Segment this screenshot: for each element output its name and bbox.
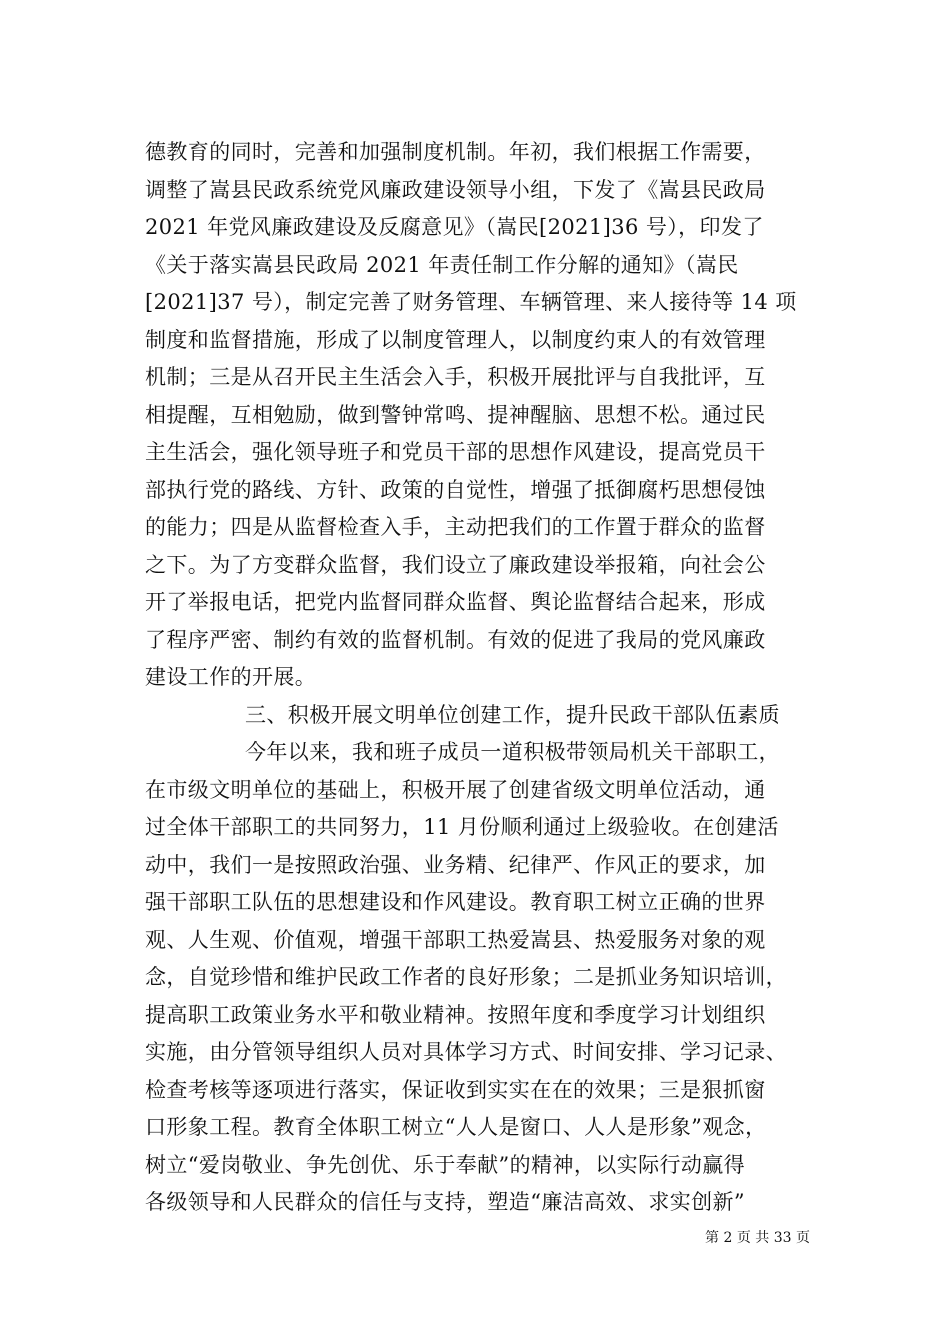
text-line: 的能力；四是从监督检查入手，主动把我们的工作置于群众的监督: [145, 515, 766, 539]
text-line: 动中，我们一是按照政治强、业务精、纪律严、作风正的要求，加: [145, 852, 766, 877]
text-line: 德教育的同时，完善和加强制度机制。年初，我们根据工作需要，: [145, 140, 766, 164]
text-line: 建设工作的开展。: [145, 665, 317, 689]
text-line: 口形象工程。教育全体职工树立“人人是窗口、人人是形象”观念，: [145, 1115, 767, 1139]
text-line: 检查考核等逐项进行落实，保证收到实实在在的效果；三是狠抓窗: [145, 1077, 766, 1102]
text-line: 制度和监督措施，形成了以制度管理人，以制度约束人的有效管理: [145, 327, 766, 352]
section-heading: 三、积极开展文明单位创建工作，提升民政干部队伍素质: [245, 702, 780, 727]
text-line: 调整了嵩县民政系统党风廉政建设领导小组，下发了《嵩县民政局: [145, 177, 766, 202]
text-line: 在市级文明单位的基础上，积极开展了创建省级文明单位活动，通: [145, 777, 766, 802]
text-line: 提高职工政策业务水平和敬业精神。按照年度和季度学习计划组织: [145, 1002, 766, 1027]
text-line: 今年以来，我和班子成员一道积极带领局机关干部职工，: [245, 740, 780, 764]
text-line: 树立“爱岗敬业、争先创优、乐于奉献”的精神，以实际行动赢得: [145, 1152, 746, 1177]
text-line: 念，自觉珍惜和维护民政工作者的良好形象；二是抓业务知识培训，: [145, 965, 787, 989]
text-line: 开了举报电话，把党内监督同群众监督、舆论监督结合起来，形成: [145, 590, 766, 614]
text-line: [2021]37 号），制定完善了财务管理、车辆管理、来人接待等 14 项: [145, 290, 797, 314]
text-line: 《关于落实嵩县民政局 2021 年责任制工作分解的通知》（嵩民: [145, 252, 739, 277]
text-line: 各级领导和人民群众的信任与支持，塑造“廉洁高效、求实创新”: [145, 1190, 746, 1214]
page-number: 第 2 页 共 33 页: [705, 1230, 810, 1246]
text-line: 过全体干部职工的共同努力，11 月份顺利通过上级验收。在创建活: [145, 815, 779, 839]
text-line: 部执行党的路线、方针、政策的自觉性，增强了抵御腐朽思想侵蚀: [145, 477, 766, 502]
text-line: 2021 年党风廉政建设及反腐意见》（嵩民[2021]36 号），印发了: [145, 215, 764, 239]
text-line: 相提醒，互相勉励，做到警钟常鸣、提神醒脑、思想不松。通过民: [145, 402, 766, 427]
text-line: 强干部职工队伍的思想建设和作风建设。教育职工树立正确的世界: [145, 890, 766, 914]
text-line: 机制；三是从召开民主生活会入手，积极开展批评与自我批评，互: [145, 365, 766, 389]
text-line: 观、人生观、价值观，增强干部职工热爱嵩县、热爱服务对象的观: [145, 927, 766, 952]
text-line: 实施，由分管领导组织人员对具体学习方式、时间安排、学习记录、: [145, 1040, 787, 1064]
text-line: 之下。为了方变群众监督，我们设立了廉政建设举报箱，向社会公: [145, 552, 766, 577]
text-line: 主生活会，强化领导班子和党员干部的思想作风建设，提高党员干: [145, 440, 766, 464]
text-line: 了程序严密、制约有效的监督机制。有效的促进了我局的党风廉政: [145, 627, 766, 652]
